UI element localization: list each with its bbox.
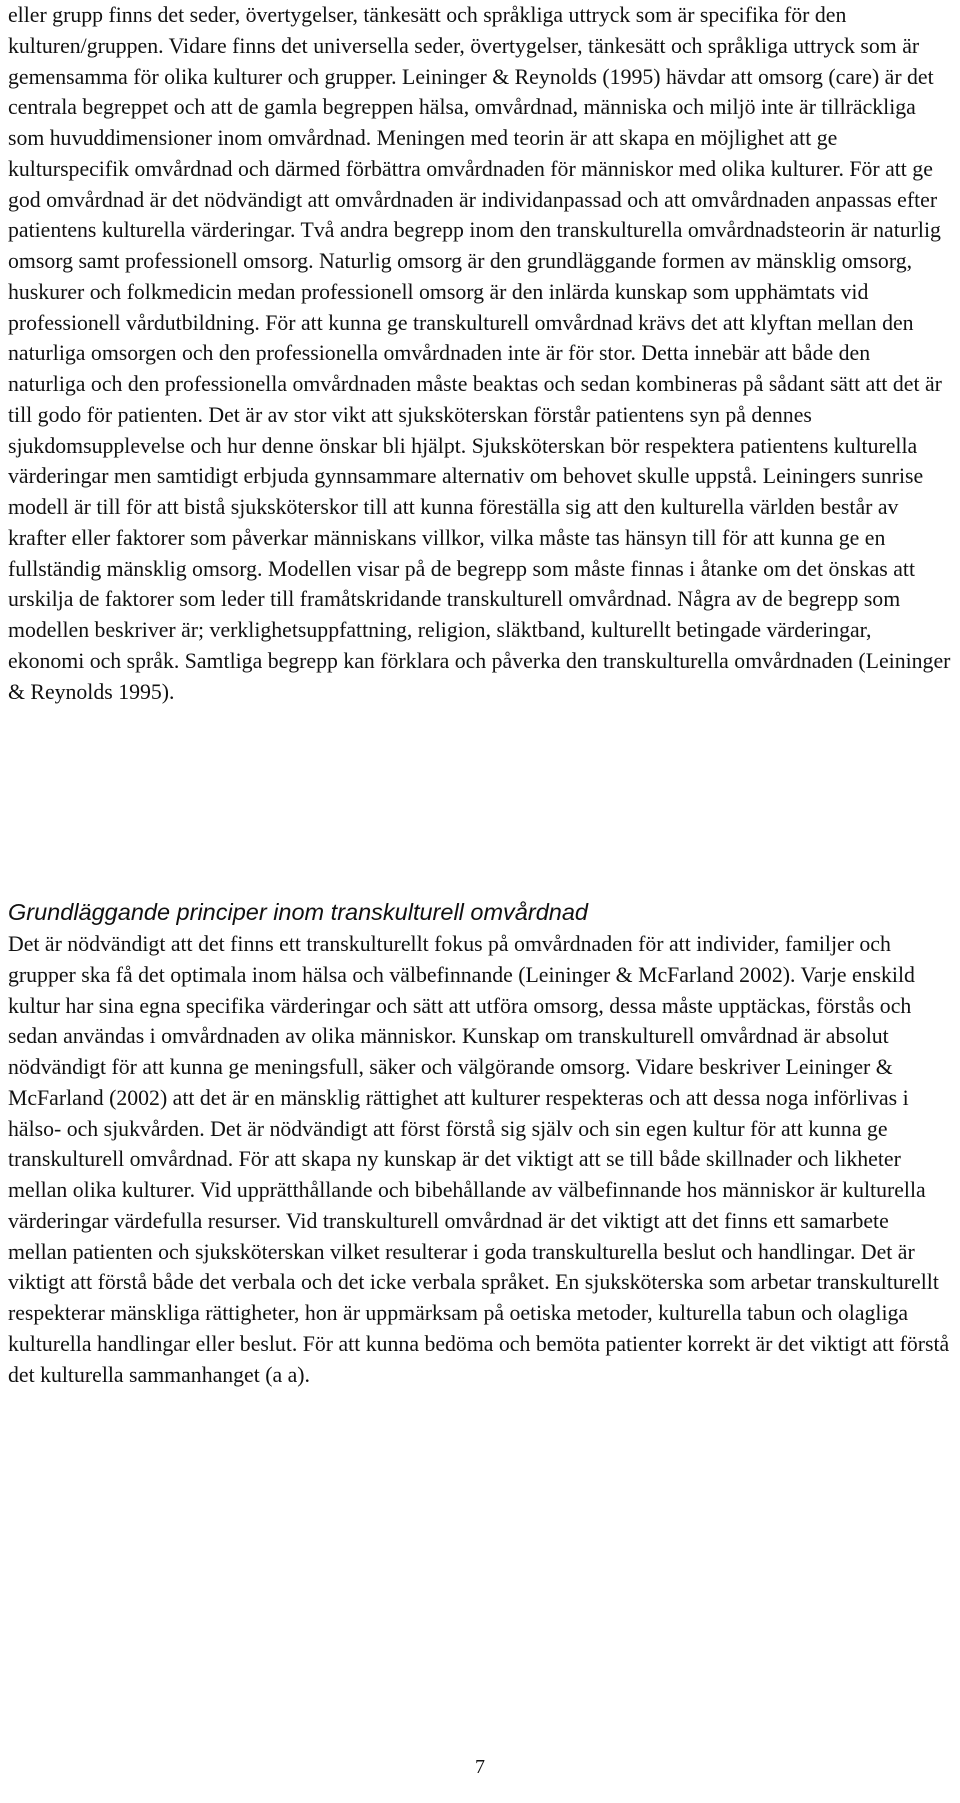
body-paragraph: Det är nödvändigt att det finns ett transkulturellt fokus på omvårdnaden för att individer, familjer och grupper ska få det optimala inom hälsa och välbefinnande (Leininger & McFarland 2002). Varje enskild kultur har sina egna specifika värderingar och sätt att utföra omsorg, dessa måste upptäckas, förstås och sedan användas i omvårdnaden av olika människor. Kunskap om transkulturell omvårdnad är absolut nödvändigt för att kunna ge meningsfull, säker och välgörande omsorg. Vidare beskriver Leininger & McFarland (2002) att det är en mänsklig rättighet att kulturer respekteras och att dessa noga införlivas i hälso- och sjukvården. Det är nödvändigt att först förstå sig själv och sin egen kultur för att kunna ge transkulturell omvårdnad. För att skapa ny kunskap är det viktigt att se till både skillnader och likheter mellan olika kulturer. Vid upprätthållande och bibehållande av välbefinnande hos människor är kulturella värderingar värdefulla resurser. Vid transkulturell omvårdnad är det viktigt att det finns ett samarbete mellan patienten och sjuksköterskan vilket resulterar i goda transkulturella beslut och handlingar. Det är viktigt att förstå både det verbala och det icke verbala språket. En sjuksköterska som arbetar transkulturellt respekterar mänskliga rättigheter, hon är uppmärksam på oetiska metoder, kulturella tabun och olagliga kulturella handlingar eller beslut. För att kunna bedöma och bemöta patienter korrekt är det viktigt att förstå det kulturella sammanhanget (a a). bbox=[8, 932, 950, 1387]
body-paragraph: eller grupp finns det seder, övertygelser, tänkesätt och språkliga uttryck som är specifika för den kulturen/gruppen. Vidare finns det universella seder, övertygelser, tänkesätt och språkliga uttryck som är gemensamma för olika kulturer och grupper. Leininger & Reynolds (1995) hävdar att omsorg (care) är det centrala begreppet och att de gamla begreppen hälsa, omvårdnad, människa och miljö inte är tillräckliga som huvuddimensioner inom omvårdnad. Meningen med teorin är att skapa en möjlighet att ge kulturspecifik omvårdnad och därmed förbättra omvårdnaden för människor med olika kulturer. För att ge god omvårdnad är det nödvändigt att omvårdnaden är individanpassad och att omvårdnaden anpassas efter patientens kulturella värderingar. Två andra begrepp inom den transkulturella omvårdnadsteorin är naturlig omsorg samt professionell omsorg. Naturlig omsorg är den grundläggande formen av mänsklig omsorg, huskurer och folkmedicin medan professionell omsorg är den inlärda kunskap som upphämtats vid professionell vårdutbildning. För att kunna ge transkulturell omvårdnad krävs det att klyftan mellan den naturliga omsorgen och den professionella omvårdnaden inte är för stor. Detta innebär att både den naturliga och den professionella omvårdnaden måste beaktas och sedan kombineras på sådant sätt att det är till godo för patienten. Det är av stor vikt att sjuksköterskan förstår patientens syn på dennes sjukdomsupplevelse och hur denne önskar bli hjälpt. Sjuksköterskan bör respektera patientens kulturella värderingar men samtidigt erbjuda gynnsammare alternativ om behovet skulle uppstå. Leiningers sunrise modell är till för att bistå sjuksköterskor till att kunna föreställa sig att den kulturella världen består av krafter eller faktorer som påverkar människans villkor, vilka måste tas hänsyn till för att kunna ge en fullständig mänsklig omsorg. Modellen visar på de begrepp som måste finnas i åtanke om det önskas att urskilja de faktorer som leder till framåtskridande transkulturell omvårdnad. Några av de begrepp som modellen beskriver är; verklighetsuppfattning, religion, släktband, kulturellt betingade värderingar, ekonomi och språk. Samtliga begrepp kan förklara och påverka den transkulturella omvårdnaden (Leininger & Reynolds 1995). bbox=[8, 3, 951, 704]
section-heading: Grundläggande principer inom transkulturell omvårdnad bbox=[8, 899, 588, 925]
page-number: 7 bbox=[475, 1756, 485, 1778]
